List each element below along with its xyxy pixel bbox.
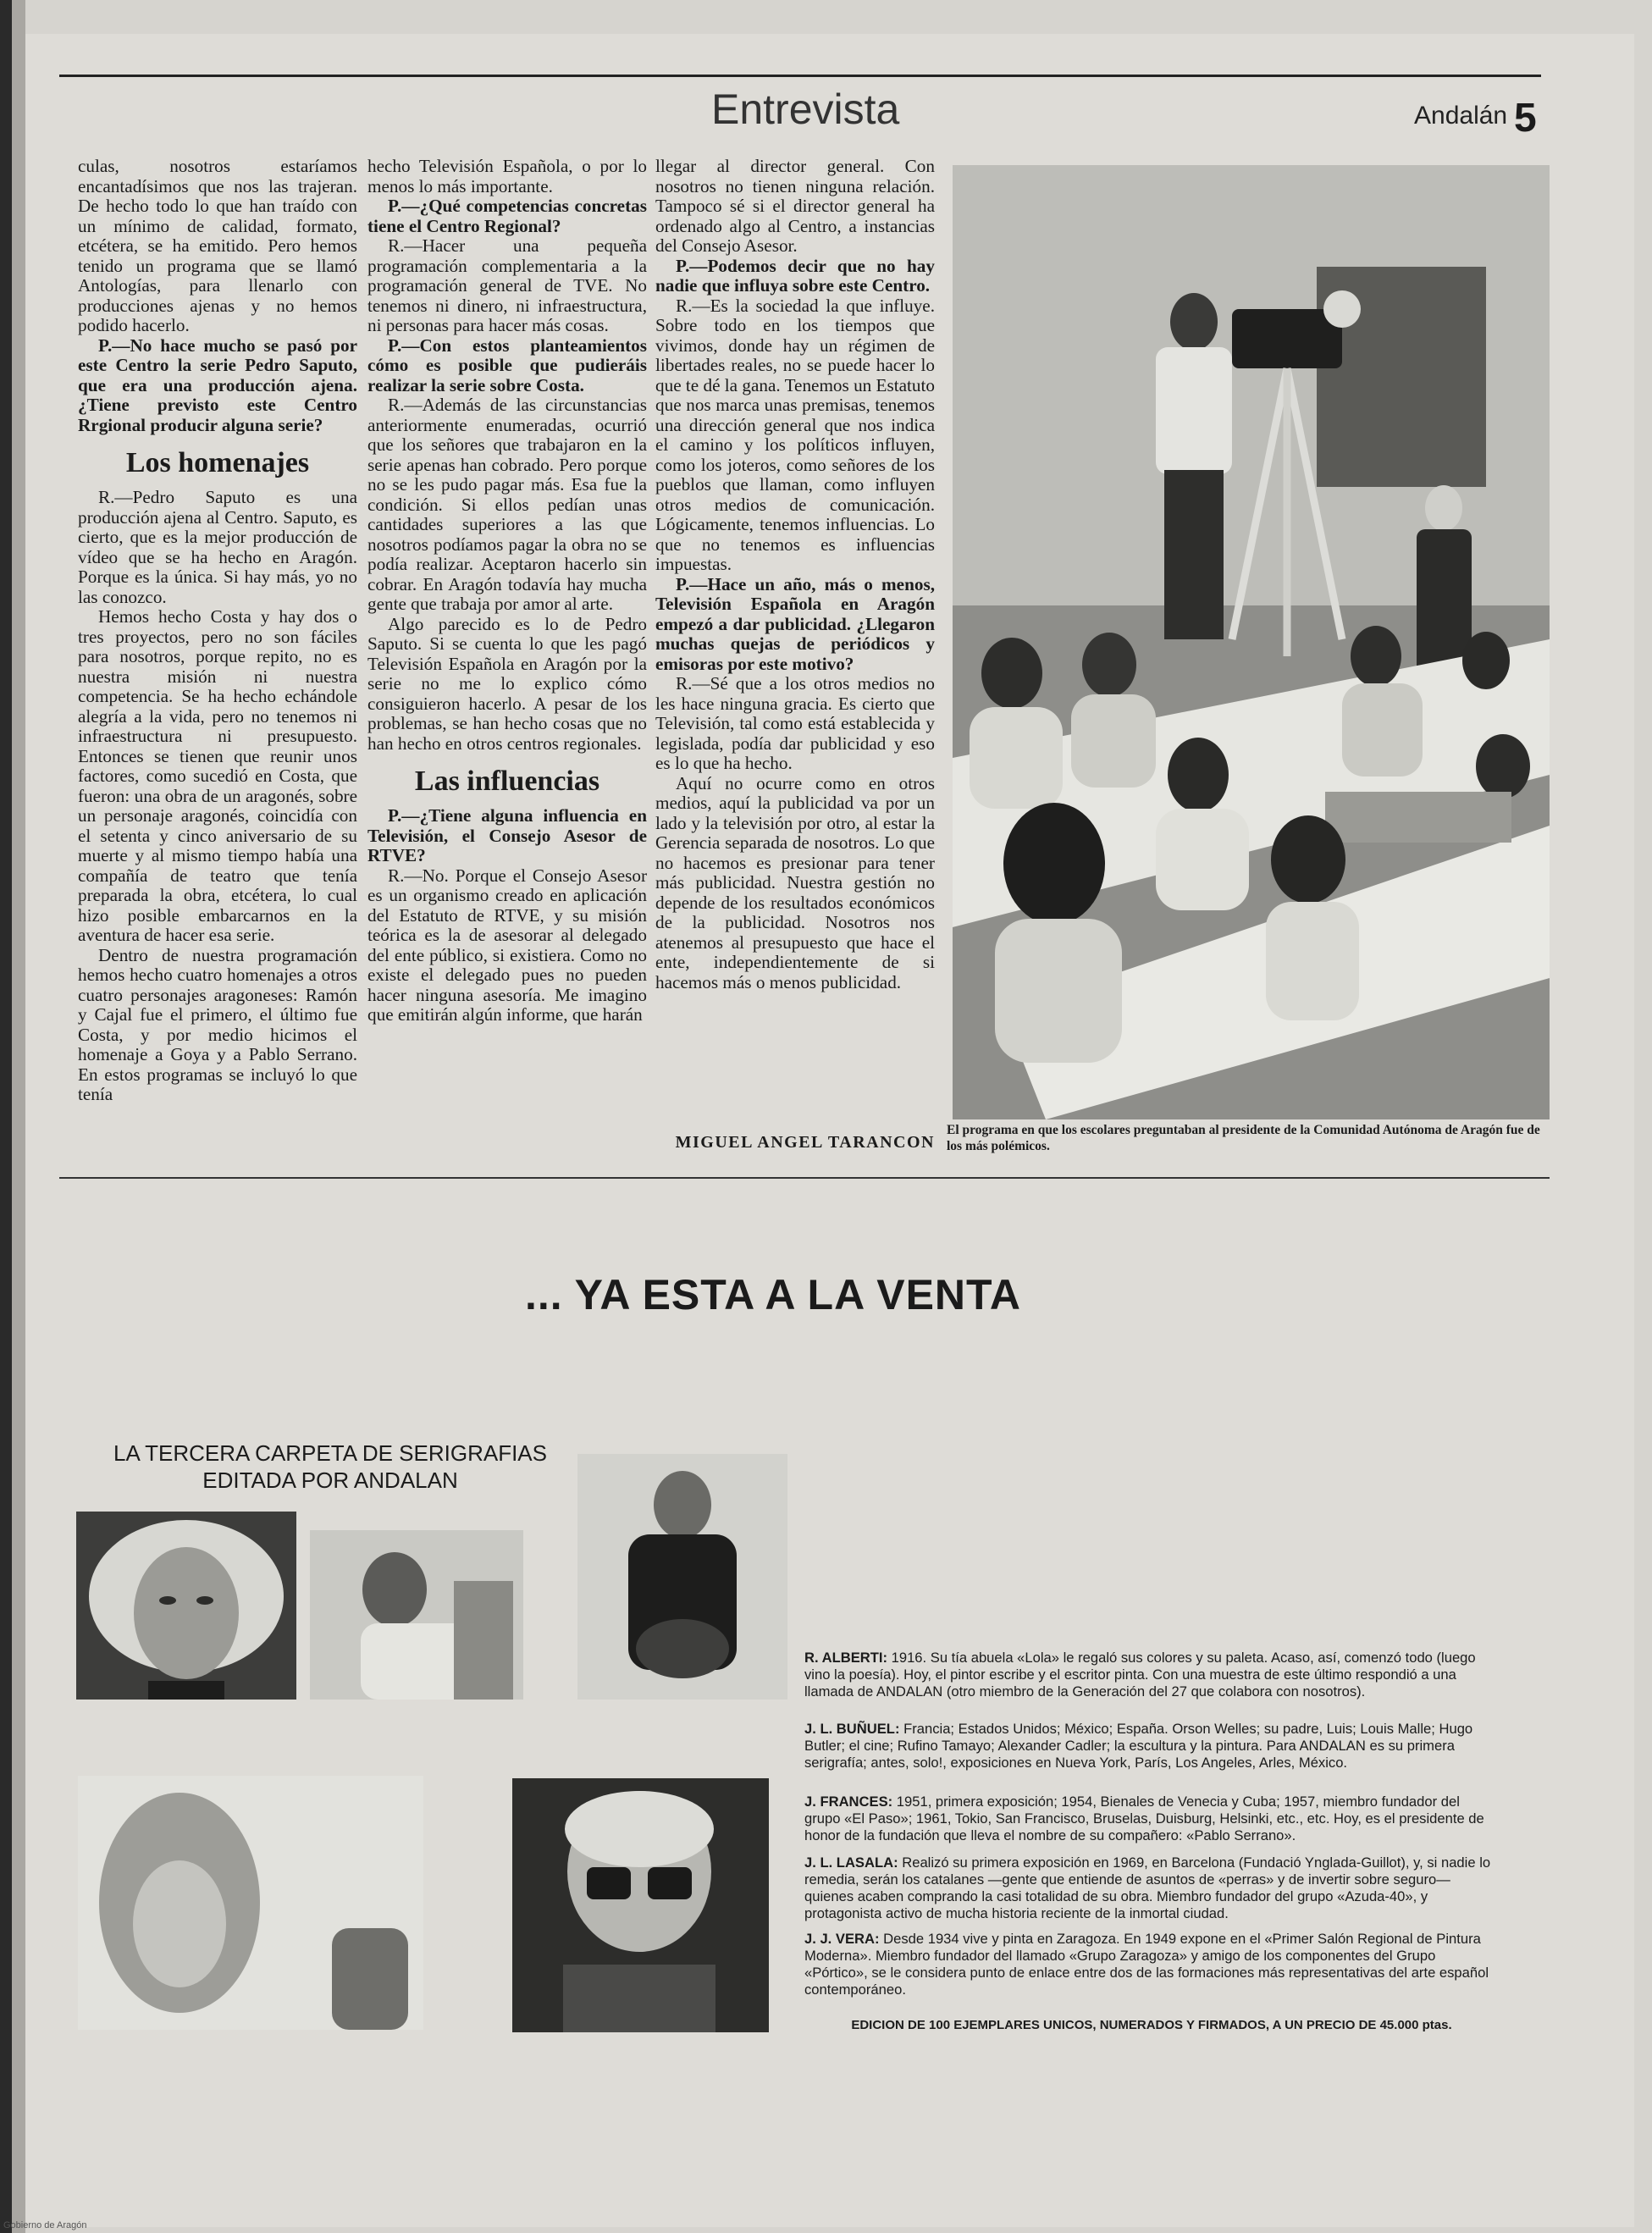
artist-bio-text: Francia; Estados Unidos; México; España. Orson Welles; su padre, Luis; Louis Malle; Hugo Butler; el cine; Rufino Tamayo; Alexander Cadler; la escultura y la pintura. Para ANDALAN es su primera serigrafía; antes, solo!, exposiciones en Nueva York, París, Los Angeles, Arles, México.	[804, 1721, 1473, 1771]
interview-question: P.—¿Tiene alguna influencia en Televisión, el Consejo Asesor de RTVE?	[367, 805, 647, 865]
ad-subtitle-line-2: EDITADA POR ANDALAN	[202, 1467, 458, 1493]
portrait-bunuel-image	[310, 1530, 523, 1700]
edition-notice: EDICION DE 100 EJEMPLARES UNICOS, NUMERADOS Y FIRMADOS, A UN PRECIO DE 45.000 ptas.	[851, 2018, 1452, 2032]
byline: MIGUEL ANGEL TARANCON	[675, 1133, 935, 1152]
archive-credit: Gobierno de Aragón	[3, 2220, 87, 2230]
header-rule	[59, 75, 1541, 77]
interview-paragraph: Dentro de nuestra programación hemos hecho cuatro homenajes a otros cuatro personajes aragoneses: Ramón y Cajal fue el primero, el último fue Costa, y por medio hicimos el homenaje a Goya y a Pablo Serrano. En estos programas se incluyó lo que tenía	[78, 944, 357, 1104]
artist-bio-text: 1951, primera exposición; 1954, Bienales de Venecia y Cuba; 1957, miembro fundador del grupo «El Paso»; 1961, Tokio, San Francisco, Bruselas, Duisburg, Helsinki, etc., etc. Hoy, es el presidente de honor de la fundación que lleva el nombre de su compañero: «Pablo Serrano».	[804, 1794, 1484, 1843]
news-photo-illustration	[953, 165, 1550, 1119]
artist-name: J. L. LASALA:	[804, 1854, 898, 1871]
section-title: Entrevista	[711, 86, 900, 133]
interview-paragraph: Hemos hecho Costa y hay dos o tres proyectos, pero no son fáciles para nosotros, porque repito, no es nuestra misión ni nuestra competencia. Se ha hecho echándole alegría a la vida, pero no tenemos ni infraestructura ni presupuesto. Entonces se tienen que reunir unos factores, como sucedió en Costa, que fueron: una obra de un aragonés, sobre un personaje aragonés, coincidía con el setenta y cinco aniversario de su muerte y al mismo tiempo había una compañía de teatro que tenía preparada la obra, etcétera, lo cual hizo posible embarcarnos en la aventura de hacer esa serie.	[78, 606, 357, 945]
artist-bio-bunuel	[804, 1721, 1499, 1771]
interview-paragraph: R.—Es la sociedad la que influye. Sobre todo en los tiempos que vivimos, donde hay un régimen de libertades reales, no se puede hacer lo que te dé la gana. Tenemos un Estatuto que nos marca unas premisas, tenemos una dirección general que nos indica el camino y los políticos influyen, como los joteros, como señores de los pueblos que llaman, como influyen otros medios de comunicación. Lógicamente, tenemos influencias. Lo que no tenemos es influencias impuestas.	[655, 295, 935, 574]
interview-paragraph: R.—Pedro Saputo es una producción ajena al Centro. Saputo, es cierto, que es la mejor producción de vídeo que se ha hecho en Aragón. Porque es la única. Si hay más, yo no las conozco.	[78, 487, 357, 607]
interview-paragraph: R.—Sé que a los otros medios no les hace ninguna gracia. Es cierto que Televisión, tal como está establecida y legislada, podía dar publicidad y eso es lo que ha hecho.	[655, 673, 935, 773]
interview-question: P.—Con estos planteamientos cómo es posible que pudieráis realizar la serie sobre Costa.	[367, 334, 647, 395]
portrait-alberti	[76, 1512, 296, 1700]
interview-paragraph: R.—No. Porque el Consejo Asesor es un organismo creado en aplicación del Estatuto de RTVE, y su misión teórica es la de asesorar al delegado del ente público, si existiera. Como no existe el delegado pues no pueden hacer ninguna asesoría. Me imagino que emitirán algún informe, que harán	[367, 865, 647, 1025]
news-photo	[953, 165, 1550, 1119]
section-divider	[59, 1177, 1550, 1179]
portrait-frances	[577, 1454, 787, 1700]
interview-paragraph: llegar al director general. Con nosotros no tienen ninguna relación. Tampoco sé si el director general ha ordenado algo al Centro, a instancias del Consejo Asesor.	[655, 156, 935, 256]
ad-subtitle	[102, 1440, 559, 1494]
artist-name: R. ALBERTI:	[804, 1650, 888, 1666]
artist-bio-text: 1916. Su tía abuela «Lola» le regaló sus colores y su paleta. Acaso, así, comenzó todo (luego vino la poesía). Hoy, el pintor escribe y el escritor pinta. Con una muestra de este último respondió a una llamada de ANDALAN (otro miembro de la Generación del 27 que colabora con nosotros).	[804, 1650, 1476, 1700]
article-column-1	[78, 157, 357, 1105]
page-edge-shadow	[0, 0, 12, 2233]
interview-paragraph: Algo parecido es lo de Pedro Saputo. Si se cuenta lo que les pagó Televisión Española en Aragón por la serie no me lo explico cómo consiguieron hacerlo. A pesar de los problemas, se han hecho cosas que no han hecho en otros centros regionales.	[367, 613, 647, 754]
artist-bio-lasala	[804, 1854, 1499, 1922]
portrait-frances-image	[577, 1454, 787, 1700]
portrait-lasala-image	[78, 1776, 423, 2030]
portrait-alberti-image	[76, 1512, 296, 1700]
photo-caption: El programa en que los escolares preguntaban al presidente de la Comunidad Autónoma de Aragón fue de los más polémicos.	[947, 1123, 1540, 1153]
artist-name: J. L. BUÑUEL:	[804, 1721, 900, 1737]
interview-paragraph: hecho Televisión Española, o por lo menos lo más importante.	[367, 156, 647, 196]
interview-question: P.—Podemos decir que no hay nadie que influya sobre este Centro.	[655, 255, 935, 296]
artist-bio-vera	[804, 1931, 1499, 1998]
interview-question: P.—No hace mucho se pasó por este Centro la serie Pedro Saputo, que era una producción ajena. ¿Tiene previsto este Centro Rrgional producir alguna serie?	[78, 334, 357, 435]
artist-bio-alberti	[804, 1650, 1499, 1700]
artist-bio-text: Desde 1934 vive y pinta en Zaragoza. En 1949 expone en el «Primer Salón Regional de Pintura Moderna». Miembro fundador del llamado «Grupo Zaragoza» y amigo de los componentes del Grupo «Pórtico», se le considera punto de enlace entre dos de las formaciones más representativas del arte español contemporáneo.	[804, 1931, 1489, 1998]
portrait-vera-image	[512, 1778, 769, 2032]
artist-bio-text: Realizó su primera exposición en 1969, en Barcelona (Fundació Ynglada-Guillot), y, si nadie lo remedia, serán los catalanes —gente que entiende de asuntos de «perras» y de invertir sobre seguro— quienes acaben comprando la casi totalidad de su obra. Miembro fundador del grupo «Azuda-40», y protagonista activo de mucha historia reciente de la inmortal ciudad.	[804, 1854, 1491, 1921]
subheading: Los homenajes	[125, 447, 310, 478]
page-number: 5	[1514, 96, 1537, 141]
portrait-bunuel	[310, 1530, 523, 1700]
masthead: Andalán	[1414, 102, 1508, 130]
interview-paragraph: R.—Hacer una pequeña programación complementaria a la programación general de TVE. No tenemos ni dinero, ni infraestructura, ni personas para hacer más cosas.	[367, 235, 647, 335]
interview-paragraph: R.—Además de las circunstancias anteriormente enumeradas, ocurrió que los señores que trabajaron en la serie apenas han cobrado. Pero porque no se les pudo pagar más. Esa fue la condición. Si ellos pedían unas cantidades superiores a las que nosotros podíamos pagar la obra no se podía realizar. Aceptaron hacerlo sin cobrar. En Aragón todavía hay mucha gente que trabaja por amor al arte.	[367, 395, 647, 614]
portrait-vera	[512, 1778, 769, 2032]
interview-paragraph: culas, nosotros estaríamos encantadísimos que nos las trajeran. De hecho todo lo que han traído con un mínimo de calidad, formato, etcétera, se ha emitido. Pero hemos tenido un programa que se llamó Antologías, para llenarlo con producciones ajenas y no hemos podido hacerlo.	[78, 156, 357, 335]
interview-question: P.—Hace un año, más o menos, Televisión Española en Aragón empezó a dar publicidad. ¿Llegaron muchas quejas de periódicos y emisoras por este motivo?	[655, 573, 935, 674]
article-column-2	[367, 157, 647, 1025]
interview-paragraph: Aquí no ocurre como en otros medios, aquí la publicidad va por un lado y la televisión por otro, al estar la Gerencia separada de nosotros. Lo que no hacemos es presionar para tener más publicidad. Nuestra gestión no depende de los resultados económicos de la publicidad. Nosotros nos atenemos al presupuesto que hace el ente, independientemente de si hacemos más o menos publicidad.	[655, 772, 935, 992]
artist-name: J. J. VERA:	[804, 1931, 880, 1947]
interview-question: P.—¿Qué competencias concretas tiene el Centro Regional?	[367, 196, 647, 236]
ad-headline: ... YA ESTA A LA VENTA	[525, 1271, 1021, 1318]
page-edge-shadow-light	[12, 0, 25, 2233]
article-column-3	[655, 157, 935, 992]
artist-bio-frances	[804, 1794, 1499, 1844]
portrait-lasala	[78, 1776, 423, 2030]
ad-subtitle-line-1: LA TERCERA CARPETA DE SERIGRAFIAS	[113, 1440, 547, 1466]
subheading: Las influencias	[414, 766, 600, 797]
artist-name: J. FRANCES:	[804, 1794, 893, 1810]
